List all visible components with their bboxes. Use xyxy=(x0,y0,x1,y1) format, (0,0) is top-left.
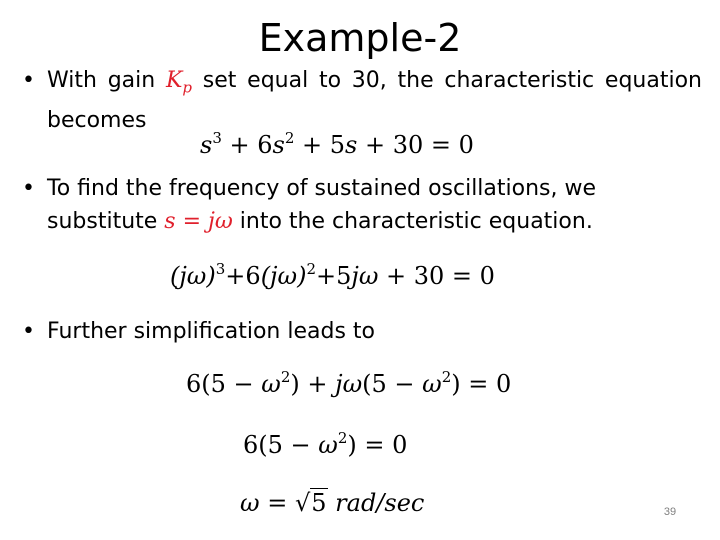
gain-symbol-k: K xyxy=(165,68,183,93)
eq-term: ω xyxy=(422,370,442,398)
bullet-item-2 xyxy=(22,172,702,238)
bullet-item-1 xyxy=(22,64,702,137)
eq-term: s xyxy=(200,131,213,159)
eq-exponent: 2 xyxy=(280,368,291,386)
substitution-expression: s = jω xyxy=(164,209,233,234)
bullet-text-pre: To find the frequency of sustained oscillations, we substitute xyxy=(47,176,597,234)
equation-substituted xyxy=(170,259,495,293)
radical-sign: √ xyxy=(294,489,311,517)
bullet-item-3 xyxy=(22,315,702,348)
eq-term: + 30 = 0 xyxy=(357,131,474,159)
eq-term: ) = 0 xyxy=(347,431,408,459)
eq-term: ω xyxy=(240,489,260,517)
eq-exponent: 2 xyxy=(337,429,348,447)
eq-term: + 30 = 0 xyxy=(378,262,495,290)
bullet-text-post: into the characteristic equation. xyxy=(232,209,593,234)
bullet-marker: • xyxy=(22,176,35,201)
eq-term: +5 xyxy=(315,262,352,290)
eq-term: 6(5 − xyxy=(243,431,319,459)
eq-term: = xyxy=(259,489,295,517)
eq-term: ) + xyxy=(290,370,336,398)
eq-term: ω xyxy=(318,431,338,459)
eq-term: (jω) xyxy=(170,262,216,290)
eq-term: (jω) xyxy=(260,262,307,290)
eq-exponent: 2 xyxy=(441,368,452,386)
gain-symbol-subscript: p xyxy=(182,78,193,97)
bullet-text: Further simplification leads to xyxy=(47,319,375,344)
eq-term: +6 xyxy=(225,262,261,290)
eq-term: 6(5 − xyxy=(186,370,262,398)
eq-term: ) = 0 xyxy=(451,370,512,398)
square-root xyxy=(295,486,328,520)
equation-characteristic xyxy=(200,128,474,162)
eq-term: + 5 xyxy=(294,131,346,159)
eq-exponent: 3 xyxy=(215,260,226,278)
page-number: 39 xyxy=(663,506,677,518)
eq-term: jω xyxy=(335,370,363,398)
equation-frequency-result xyxy=(240,486,424,520)
bullet-text-pre: With gain xyxy=(47,68,166,93)
equation-simplified xyxy=(186,367,511,401)
eq-exponent: 3 xyxy=(212,129,222,147)
eq-term: s xyxy=(272,131,285,159)
bullet-text-post: set equal to 30, the characteristic equation becomes xyxy=(47,68,702,134)
bullet-text xyxy=(47,172,702,238)
eq-term: s xyxy=(345,131,358,159)
eq-exponent: 2 xyxy=(284,129,295,147)
radicand: 5 xyxy=(311,489,327,517)
eq-unit: rad/sec xyxy=(327,489,425,517)
bullet-marker: • xyxy=(22,68,35,93)
gain-symbol xyxy=(165,68,193,97)
eq-exponent: 2 xyxy=(306,260,316,278)
eq-term: + 6 xyxy=(221,131,273,159)
eq-term: ω xyxy=(261,370,281,398)
eq-term: (5 − xyxy=(362,370,423,398)
bullet-marker: • xyxy=(22,319,35,344)
slide-title: Example-2 xyxy=(258,16,462,60)
equation-real-part xyxy=(243,428,407,462)
eq-term: jω xyxy=(351,262,379,290)
bullet-text xyxy=(47,64,702,137)
